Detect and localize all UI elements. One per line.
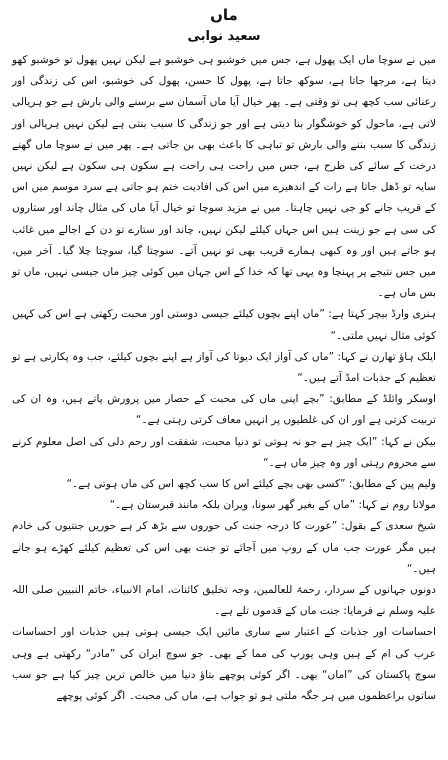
quote-maulana-rumi: مولانا روم نے کہا: ”ماں کے بغیر گھر سونا، ویران بلکہ مانند قبرستان ہے۔“ bbox=[109, 499, 436, 512]
quote-alec-hawthorne: ایلک ہاؤ تھارن نے کہا: ”ماں کی آواز ایک دیوتا کی آواز ہے اپنے بچوں کیلئے، جب وہ پکارتی ہے تو تعظیم کے جذبات امڈ آتے ہیں۔“ bbox=[12, 350, 436, 385]
quote-sheikh-saadi: شیخ سعدی کے بقول: ”عورت کا درجہ جنت کی حوروں سے بڑھ کر ہے حوریں جنتیوں کی خادم ہیں مگر عورت جب ماں کے روپ میں آجائے تو جنت بھی اس کی تعظیم کیلئے کھڑے ہو جاتے ہیں۔“ bbox=[12, 520, 436, 575]
quote-william-penn: ولیم پین کے مطابق: ”کسی بھی بچے کیلئے اس کا سب کچھ اس کی ماں ہوتی ہے۔“ bbox=[66, 478, 436, 491]
hadith-paragraph: دونوں جہانوں کے سردار، رحمۃ للعالمین، وجہ تخلیق کائنات، امام الانبیاء، خاتم النبیین صلی اللہ علیہ وسلم نے فرمایا: جنت ماں کے قدموں تلے ہے۔ bbox=[12, 584, 436, 618]
author-name: سعید نوابی bbox=[187, 29, 261, 44]
quote-henry-ward-beecher: ہنری وارڈ بیچر کہتا ہے: ”ماں اپنے بچوں کیلئے جیسی دوستی اور محبت رکھتی ہے اس کی کہیں کوئی مثال نہیں ملتی۔“ bbox=[12, 308, 436, 342]
quote-bacon: بیکن نے کہا: ”ایک چیز ہے جو نہ ہوتی تو دنیا محبت، شفقت اور رحم دلی کی اصل معلوم کرنے سے محروم رہتی اور وہ چیز ماں ہے۔“ bbox=[12, 435, 436, 469]
intro-paragraph: میں نے سوچا ماں ایک پھول ہے، جس میں خوشبو ہی خوشبو ہے لیکن نہیں پھول تو خوشبو کھو دیتا ہے، مرجھا جاتا ہے، سوکھ جاتا ہے، پھول کا حسن، پھول کی خوشبو، اس کی زندگی اور رعنائی سب کچھ ہی تو وقتی ہے۔ پھر خیال آیا ماں آسمان سے برسنے والی بارش ہے جو ہریالی لاتی ہے، ماحول کو خوشگوار بنا دیتی ہے اور جو زندگی کا سبب بنتی ہے لیکن نہیں ہریالی اور زندگی کا سبب بننے والی بارش تو تباہی کا باعث بھی بن جاتی ہے۔ پھر میں نے سوچا ماں گھنے درخت کے سائے کی طرح ہے، جس میں راحت ہی راحت ہے سکون ہی سکون ہے لیکن نہیں سایہ تو ڈھل جاتا ہے رات کے اندھیرے میں اس کی افادیت ختم ہو جاتی ہے سرد موسم میں اس کے قریب جانے کو جی نہیں چاہتا۔ میں نے مزید سوچا تو خیال آیا ماں کی مثال چاند اور ستاروں کی سی ہے جو زینت ہیں اس جہاں کیلئے لیکن نہیں، چاند اور ستارے تو دن کے اجالے میں غائب ہو جاتے ہیں اور وہ کبھی ہمارے قریب بھی تو نہیں آتے۔ سوچتا گیا، سوچتا چلا گیا۔ آخر میں، میں جس نتیجے پر پہنچا وہ یہی تھا کہ خدا کے اس جہان میں کوئی چیز ماں جیسی نہیں، ماں تو بس ماں ہے۔ bbox=[12, 54, 436, 300]
quote-oscar-wilde: اوسکر وائلڈ کے مطابق: ”بچے اپنی ماں کی محبت کے حصار میں پرورش پاتے ہیں، وہ ان کی تربیت کرتی ہے اور ان کی غلطیوں پر انہیں معاف کرتی رہتی ہے۔“ bbox=[12, 393, 436, 427]
closing-paragraph: احساسات اور جذبات کے اعتبار سے ساری مائیں ایک جیسی ہوتی ہیں جذبات اور احساسات عرب کی ام کے ہیں وہی یورپ کی مما کے بھی۔ جو سوچ ایران کی ”مادر“ رکھتی ہے وہی سوچ پاکستان کی ”اماں“ بھی۔ اگر کوئی پوچھے بتاؤ دنیا میں خالص ترین چیز کیا ہے جو سب ساتوں براعظموں میں ہر جگہ ملتی ہو تو جواب ہے، ماں کی محبت۔ اگر کوئی پوچھے bbox=[12, 626, 436, 703]
article-title: ماں bbox=[210, 6, 238, 24]
